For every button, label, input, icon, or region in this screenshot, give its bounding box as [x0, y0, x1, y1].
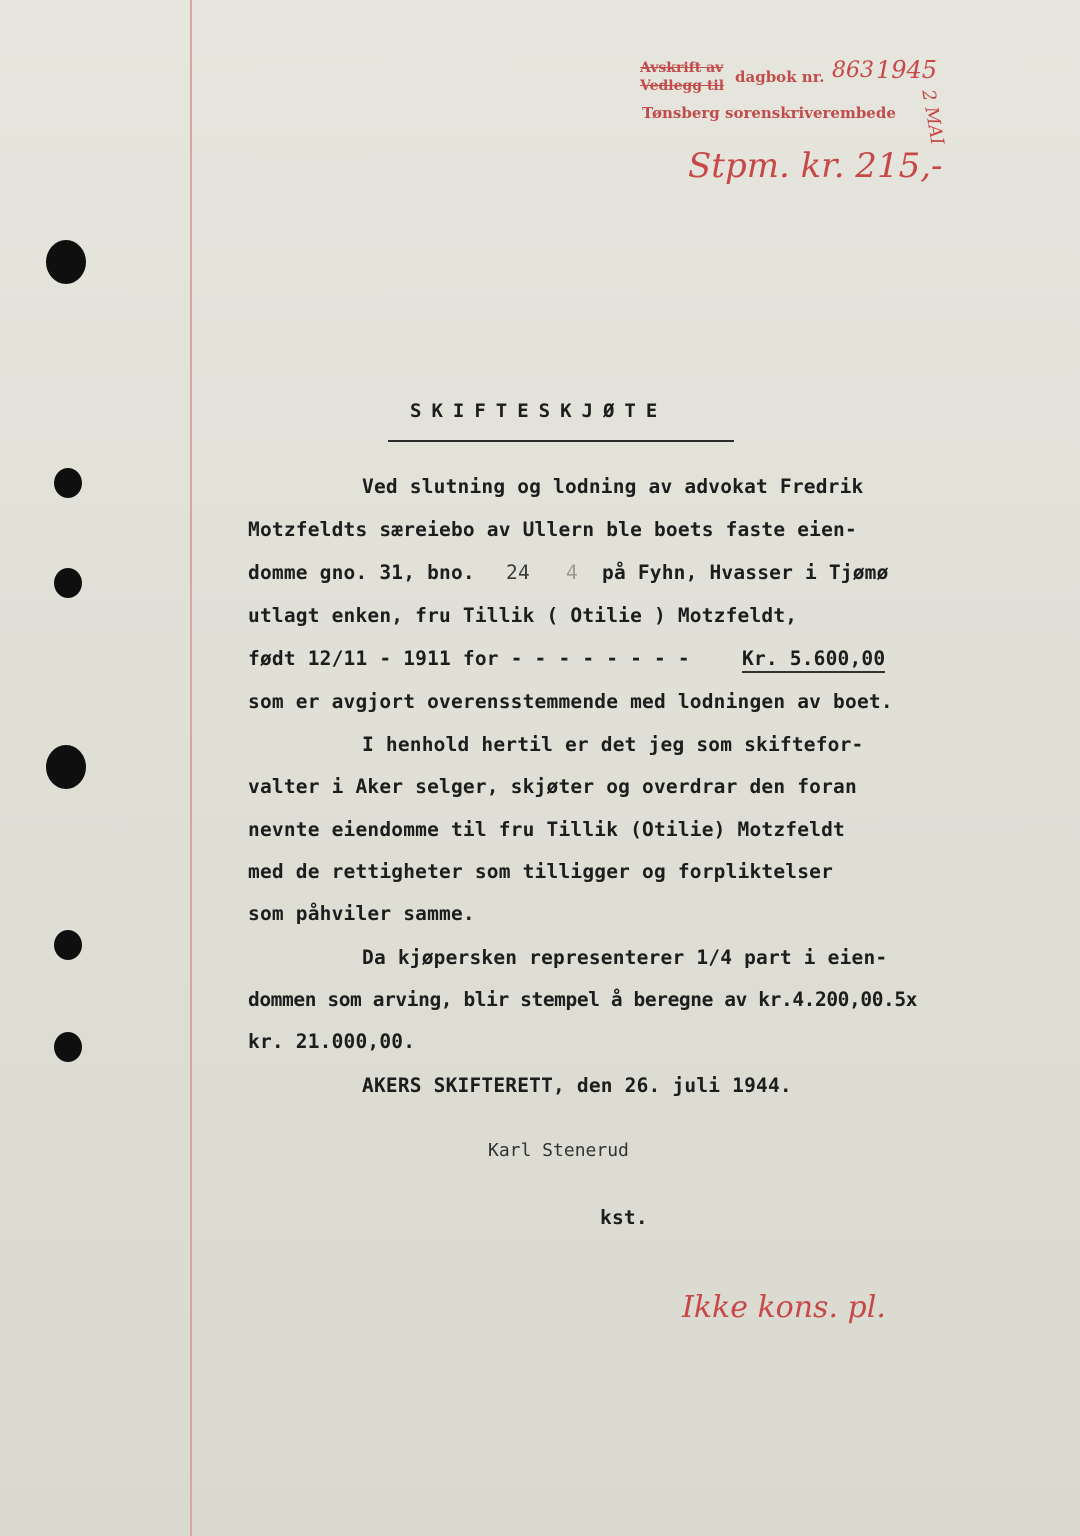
text-line: dommen som arving, blir stempel å beregne av kr.4.200,00.5x [248, 988, 918, 1011]
text-line: Motzfeldts særeiebo av Ullern ble boets faste eien- [248, 518, 857, 541]
stamp-dagbok-number: 863 [832, 58, 874, 83]
text-line: på Fyhn, Hvasser i Tjømø [602, 561, 889, 584]
text-line: som er avgjort overensstemmende med lodningen av boet. [248, 690, 893, 713]
stamp-year: 1945 [876, 56, 938, 84]
punch-hole [54, 1032, 82, 1062]
text-line: I henhold hertil er det jeg som skiftefor- [362, 733, 864, 756]
amount [742, 647, 885, 670]
punch-hole [54, 468, 82, 498]
place-date: AKERS SKIFTERETT, den 26. juli 1944. [362, 1074, 792, 1097]
text-line: nevnte eiendomme til fru Tillik (Otilie) Motzfeldt [248, 818, 845, 841]
stamp-dagbok-label: dagbok nr. [735, 68, 825, 86]
signature-name: Karl Stenerud [488, 1140, 629, 1161]
text-line: utlagt enken, fru Tillik ( Otilie ) Motzfeldt, [248, 604, 798, 627]
handwritten-fee-note: Stpm. kr. 215,- [688, 146, 943, 186]
text-line: som påhviler samme. [248, 902, 475, 925]
text-line: valter i Aker selger, skjøter og overdrar den foran [248, 775, 857, 798]
handwritten-bottom-note: Ikke kons. pl. [682, 1290, 886, 1325]
bno-faded: 4 [566, 561, 578, 584]
signature-suffix: kst. [600, 1206, 648, 1229]
text-line: domme gno. 31, bno. [248, 561, 475, 584]
text-line: Da kjøpersken representerer 1/4 part i eien- [362, 946, 888, 969]
bno-handwritten: 24 [506, 561, 530, 584]
red-margin-line [190, 0, 192, 1536]
stamp-date-note: 2 MAI [917, 88, 948, 147]
punch-hole [54, 568, 82, 598]
document-title: SKIFTESKJØTE [410, 400, 668, 422]
amount-value: Kr. 5.600,00 [742, 647, 885, 673]
text-line: kr. 21.000,00. [248, 1030, 416, 1053]
text-line: født 12/11 - 1911 for - - - - - - - - [248, 647, 690, 670]
title-underline [388, 440, 734, 442]
stamp-office: Tønsberg sorenskriverembede [642, 104, 896, 122]
stamp-avskrift: Avskrift av [640, 60, 724, 76]
stamp-vedlegg: Vedlegg til [640, 78, 725, 94]
punch-hole [54, 930, 82, 960]
punch-hole [46, 745, 86, 789]
text-line: med de rettigheter som tilligger og forpliktelser [248, 860, 834, 883]
punch-hole [46, 240, 86, 284]
text-line: Ved slutning og lodning av advokat Fredrik [362, 475, 864, 498]
